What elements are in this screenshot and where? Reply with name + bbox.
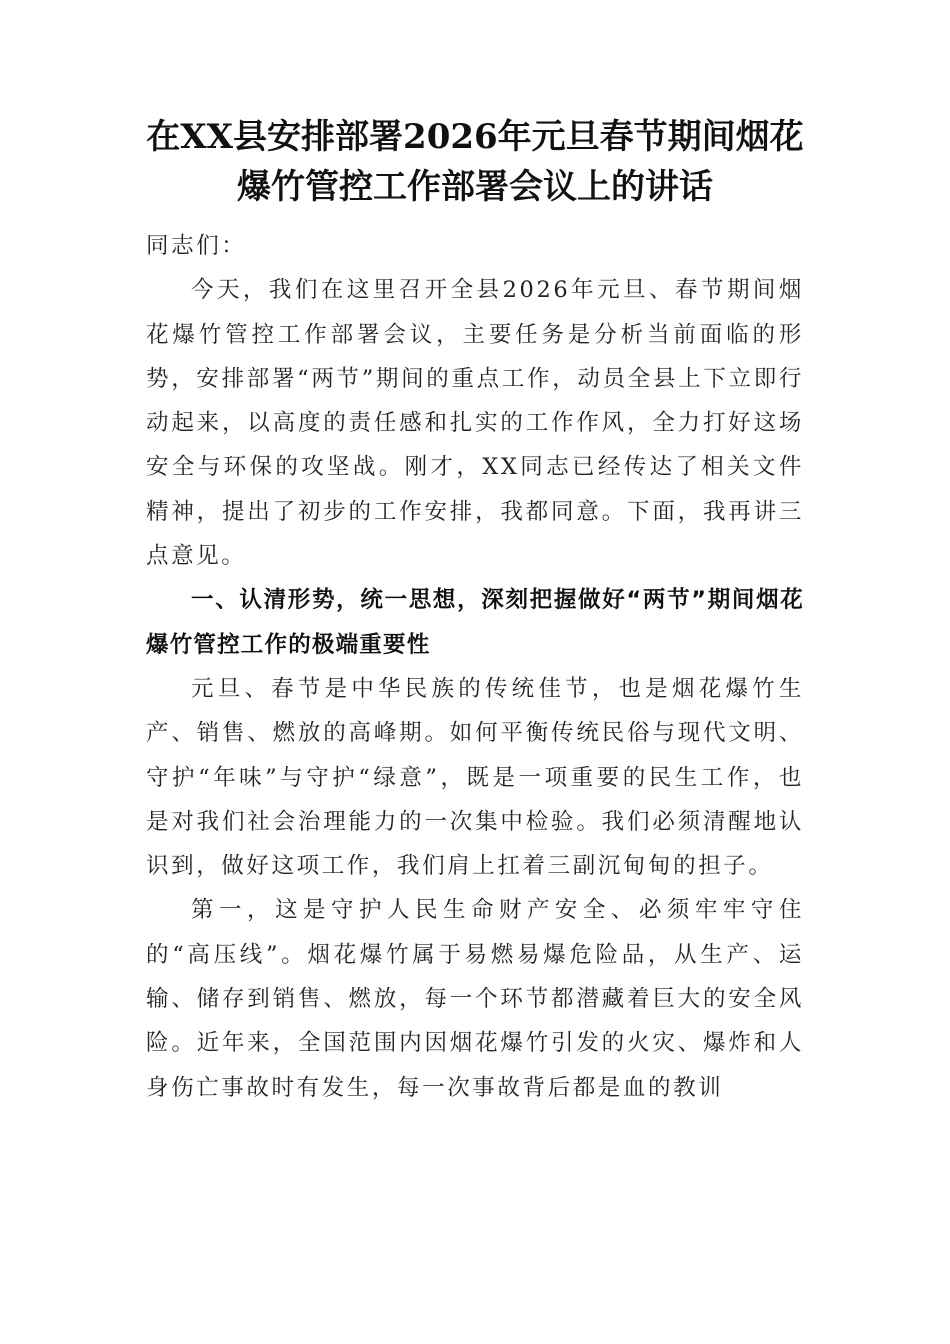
intro-paragraph: 今天，我们在这里召开全县2026年元旦、春节期间烟花爆竹管控工作部署会议，主要任务是分析当前面临的形势，安排部署“两节”期间的重点工作，动员全县上下立即行动起来，以高度的责任感和扎实的工作作风，全力打好这场安全与环保的攻坚战。刚才，XX同志已经传达了相关文件精神，提出了初步的工作安排，我都同意。下面，我再讲三点意见。: [146, 277, 804, 570]
document-title: 在XX县安排部署2026年元旦春节期间烟花爆竹管控工作部署会议上的讲话: [146, 117, 804, 207]
section-paragraph: 第一，这是守护人民生命财产安全、必须牢牢守住的“高压线”。烟花爆竹属于易燃易爆危险品，从生产、运输、储存到销售、燃放，每一个环节都潜藏着巨大的安全风险。近年来，全国范围内因烟花爆竹引发的火灾、爆炸和人身伤亡事故时有发生，每一次事故背后都是血的教训: [146, 897, 804, 1101]
section-paragraph: 元旦、春节是中华民族的传统佳节，也是烟花爆竹生产、销售、燃放的高峰期。如何平衡传统民俗与现代文明、守护“年味”与守护“绿意”，既是一项重要的民生工作，也是对我们社会治理能力的一次集中检验。我们必须清醒地认识到，做好这项工作，我们肩上扛着三副沉甸甸的担子。: [146, 675, 804, 880]
section-heading: 一、认清形势，统一思想，深刻把握做好“两节”期间烟花爆竹管控工作的极端重要性: [146, 587, 804, 658]
salutation: 同志们：: [146, 233, 247, 259]
document-body: [146, 224, 804, 1110]
